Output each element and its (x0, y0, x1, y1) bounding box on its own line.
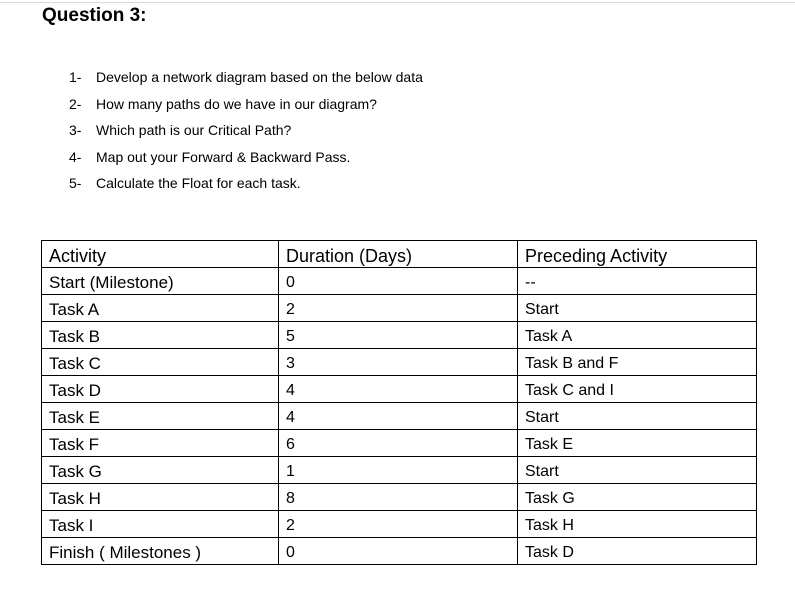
activity-table (41, 240, 757, 565)
cell-duration: 3 (279, 349, 518, 376)
table-row (42, 376, 757, 403)
header-preceding: Preceding Activity (518, 241, 757, 268)
table-body (42, 268, 757, 565)
cell-activity: Task H (42, 484, 279, 511)
question-number: 4- (69, 148, 82, 165)
cell-preceding: Task H (518, 511, 757, 538)
table-header-row (42, 241, 757, 268)
top-divider (0, 2, 795, 3)
table-row (42, 484, 757, 511)
cell-duration: 6 (279, 430, 518, 457)
question-text: How many paths do we have in our diagram? (96, 95, 377, 112)
table-row (42, 430, 757, 457)
cell-duration: 2 (279, 295, 518, 322)
question-item (69, 146, 423, 173)
question-list (69, 66, 423, 199)
table-row (42, 349, 757, 376)
cell-preceding: Task A (518, 322, 757, 349)
table-row (42, 268, 757, 295)
question-text: Which path is our Critical Path? (96, 122, 292, 139)
question-text: Calculate the Float for each task. (96, 175, 301, 192)
cell-preceding: Task B and F (518, 349, 757, 376)
question-title: Question 3: (42, 5, 147, 26)
cell-duration: 2 (279, 511, 518, 538)
table-row (42, 322, 757, 349)
cell-preceding: Start (518, 457, 757, 484)
cell-activity: Task F (42, 430, 279, 457)
header-duration: Duration (Days) (279, 241, 518, 268)
cell-preceding: Start (518, 295, 757, 322)
cell-preceding: Task C and I (518, 376, 757, 403)
table-row (42, 457, 757, 484)
cell-activity: Task E (42, 403, 279, 430)
question-number: 2- (69, 95, 82, 112)
cell-preceding: -- (518, 268, 757, 295)
cell-duration: 0 (279, 538, 518, 565)
question-text: Develop a network diagram based on the below data (96, 69, 423, 85)
cell-preceding: Task G (518, 484, 757, 511)
cell-activity: Task A (42, 295, 279, 322)
header-activity: Activity (42, 241, 279, 268)
cell-duration: 4 (279, 403, 518, 430)
question-number: 1- (69, 69, 82, 85)
cell-preceding: Start (518, 403, 757, 430)
cell-activity: Finish ( Milestones ) (42, 538, 279, 565)
cell-preceding: Task D (518, 538, 757, 565)
question-item (69, 93, 423, 120)
cell-duration: 5 (279, 322, 518, 349)
question-item (69, 66, 423, 93)
cell-activity: Task C (42, 349, 279, 376)
question-item (69, 119, 423, 146)
question-item (69, 172, 423, 199)
cell-activity: Start (Milestone) (42, 268, 279, 295)
question-number: 5- (69, 175, 82, 192)
cell-duration: 0 (279, 268, 518, 295)
cell-preceding: Task E (518, 430, 757, 457)
cell-activity: Task G (42, 457, 279, 484)
cell-activity: Task I (42, 511, 279, 538)
table-row (42, 295, 757, 322)
table-row (42, 403, 757, 430)
question-text: Map out your Forward & Backward Pass. (96, 148, 351, 165)
question-number: 3- (69, 122, 82, 139)
cell-duration: 1 (279, 457, 518, 484)
table-row (42, 538, 757, 565)
table-row (42, 511, 757, 538)
cell-activity: Task B (42, 322, 279, 349)
cell-duration: 8 (279, 484, 518, 511)
cell-activity: Task D (42, 376, 279, 403)
cell-duration: 4 (279, 376, 518, 403)
